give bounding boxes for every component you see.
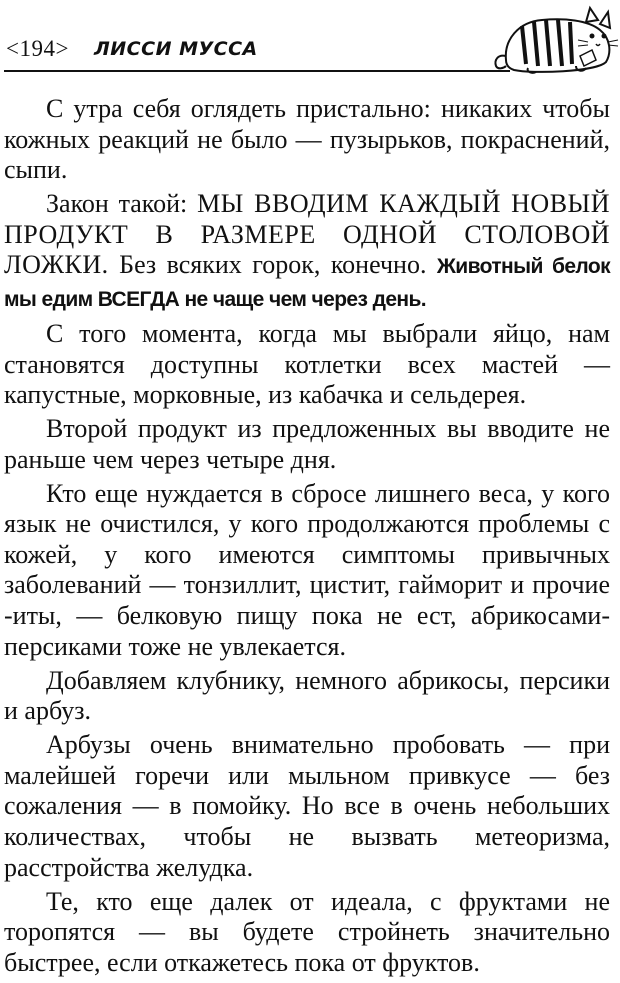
- page-header: [0, 0, 620, 80]
- page-number: <194>: [6, 36, 69, 61]
- paragraph: Второй продукт из предложенных вы вводите не раньше чем через четыре дня.: [4, 414, 610, 474]
- paragraph: С утра себя оглядеть пристально: никаких чтобы кожных реакций не было — пузырьков, покраснений, сыпи.: [4, 94, 610, 185]
- page-body: [4, 94, 610, 982]
- paragraph-text: Закон такой:: [46, 189, 198, 219]
- paragraph: Арбузы очень внимательно пробовать — при малейшей горечи или мыльном привкусе — без сожаления — в помойку. Но все в очень небольших количествах, чтобы не вызвать метеоризма, расстройства желудка.: [4, 730, 610, 882]
- paragraph-text: Без всяких горок, конечно.: [108, 250, 437, 280]
- caps-emphasis: МЫ ВВОДИМ КАЖДЫЙ НОВЫЙ ПРОДУКТ В РАЗМЕРЕ ОДНОЙ СТОЛОВОЙ ЛОЖКИ.: [4, 189, 610, 280]
- cat-illustration-icon: [492, 0, 620, 80]
- header-rule: [4, 70, 510, 72]
- running-title: ЛИССИ МУССА: [94, 38, 258, 60]
- paragraph: Те, кто еще далек от идеала, с фруктами не торопятся — вы будете стройнеть значительно быстрее, если откажетесь пока от фруктов.: [4, 886, 610, 977]
- paragraph-rule: [4, 189, 610, 315]
- paragraph: Кто еще нуждается в сбросе лишнего веса, у кого язык не очистился, у кого продолжаются проблемы с кожей, у кого имеются симптомы привычных заболеваний — тонзиллит, цистит, гайморит и прочие -иты, — белковую пищу пока не ест, абрикосами-персиками тоже не увлекается.: [4, 478, 610, 661]
- paragraph: Добавляем клубнику, немного абрикосы, персики и арбуз.: [4, 665, 610, 726]
- bold-emphasis: Животный белок мы едим ВСЕГДА не чаще чем через день.: [4, 255, 610, 311]
- paragraph: С того момента, когда мы выбрали яйцо, нам становятся доступны котлетки всех мастей — капустные, морковные, из кабачка и сельдерея.: [4, 318, 610, 410]
